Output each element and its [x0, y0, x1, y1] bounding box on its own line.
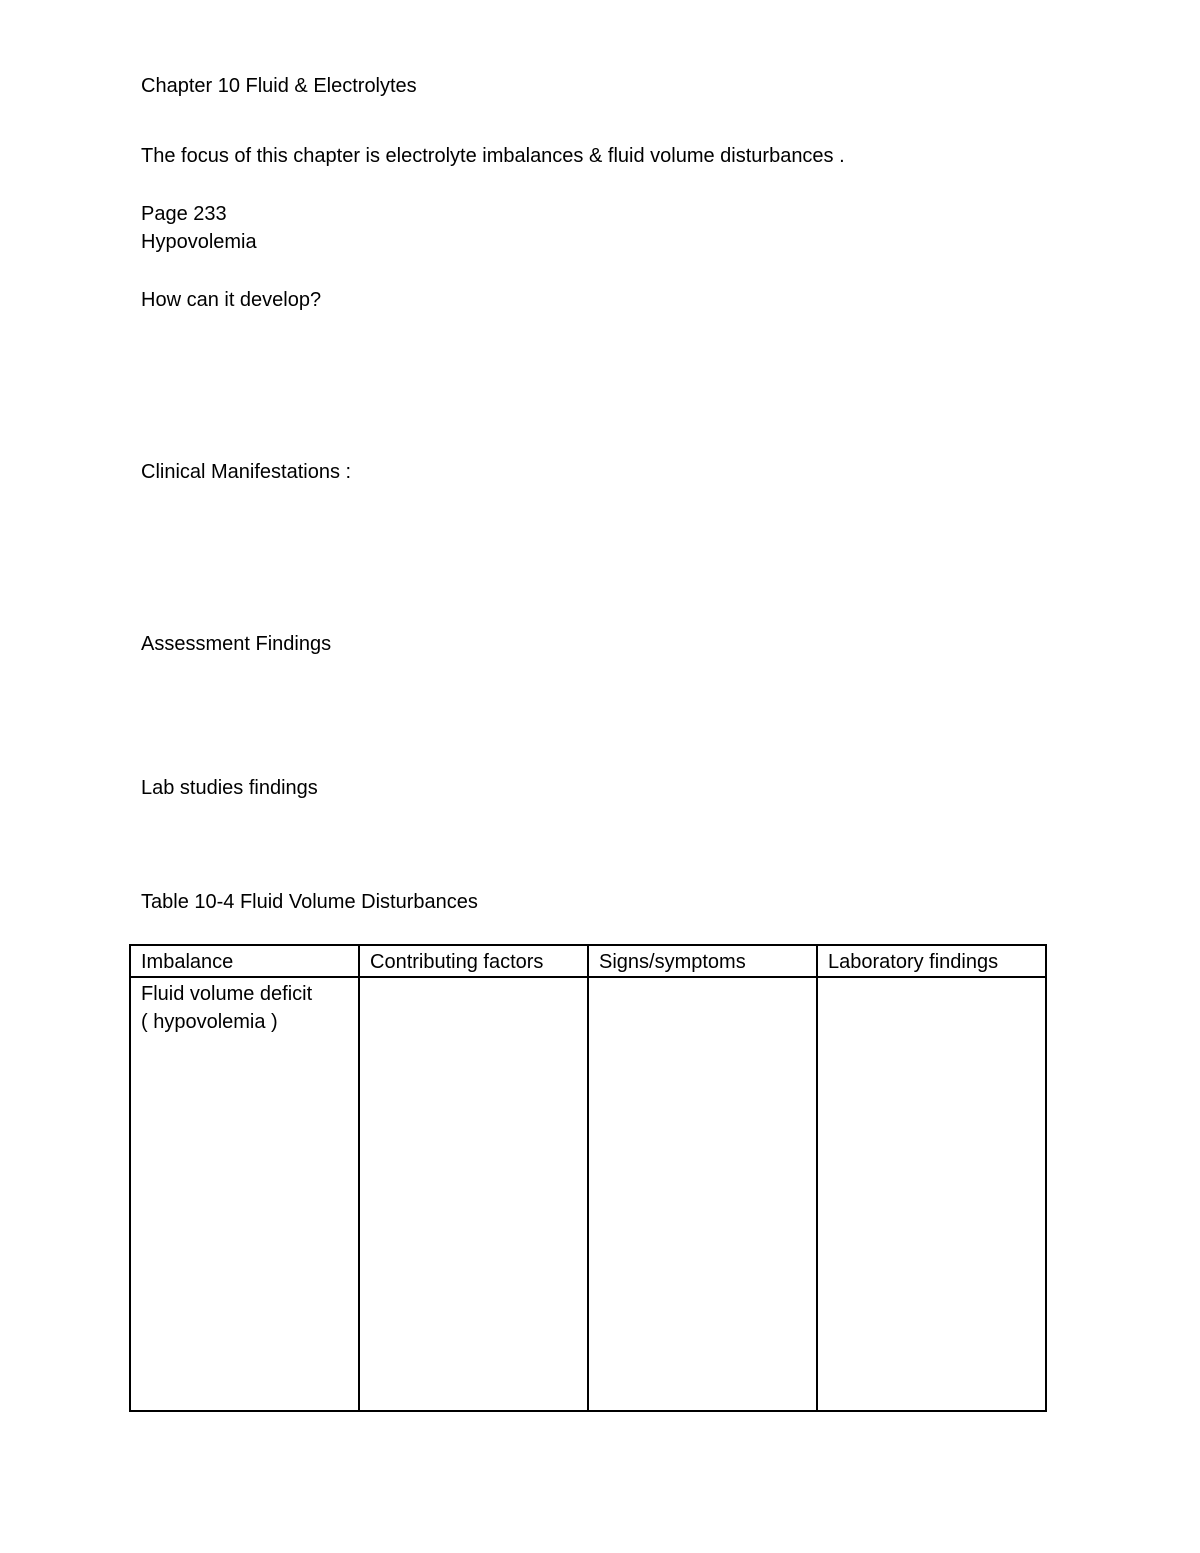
- table-row: [130, 977, 1046, 1411]
- prompt-assessment-findings: Assessment Findings: [141, 633, 332, 655]
- chapter-title: Chapter 10 Fluid & Electrolytes: [141, 75, 417, 97]
- prompt-how-develop: How can it develop?: [141, 289, 322, 311]
- header-contributing-factors: Contributing factors: [359, 945, 588, 977]
- cell-imbalance: [130, 977, 359, 1411]
- cell-signs-symptoms: [588, 977, 817, 1411]
- prompt-lab-findings: Lab studies findings: [141, 777, 318, 799]
- prompt-clinical-manifestations: Clinical Manifestations :: [141, 461, 352, 483]
- imbalance-alias: ( hypovolemia ): [141, 1011, 278, 1033]
- header-laboratory-findings: Laboratory findings: [817, 945, 1046, 977]
- imbalance-name: Fluid volume deficit: [141, 983, 313, 1005]
- fluid-volume-table: [129, 944, 1047, 1412]
- chapter-focus: The focus of this chapter is electrolyte imbalances & fluid volume disturbances .: [141, 145, 845, 167]
- table-caption: Table 10-4 Fluid Volume Disturbances: [141, 891, 478, 913]
- cell-contributing-factors: [359, 977, 588, 1411]
- table-header-row: [130, 945, 1046, 977]
- cell-laboratory-findings: [817, 977, 1046, 1411]
- topic-heading: Hypovolemia: [141, 231, 257, 253]
- page-reference: Page 233: [141, 203, 227, 225]
- header-signs-symptoms: Signs/symptoms: [588, 945, 817, 977]
- header-imbalance: Imbalance: [130, 945, 359, 977]
